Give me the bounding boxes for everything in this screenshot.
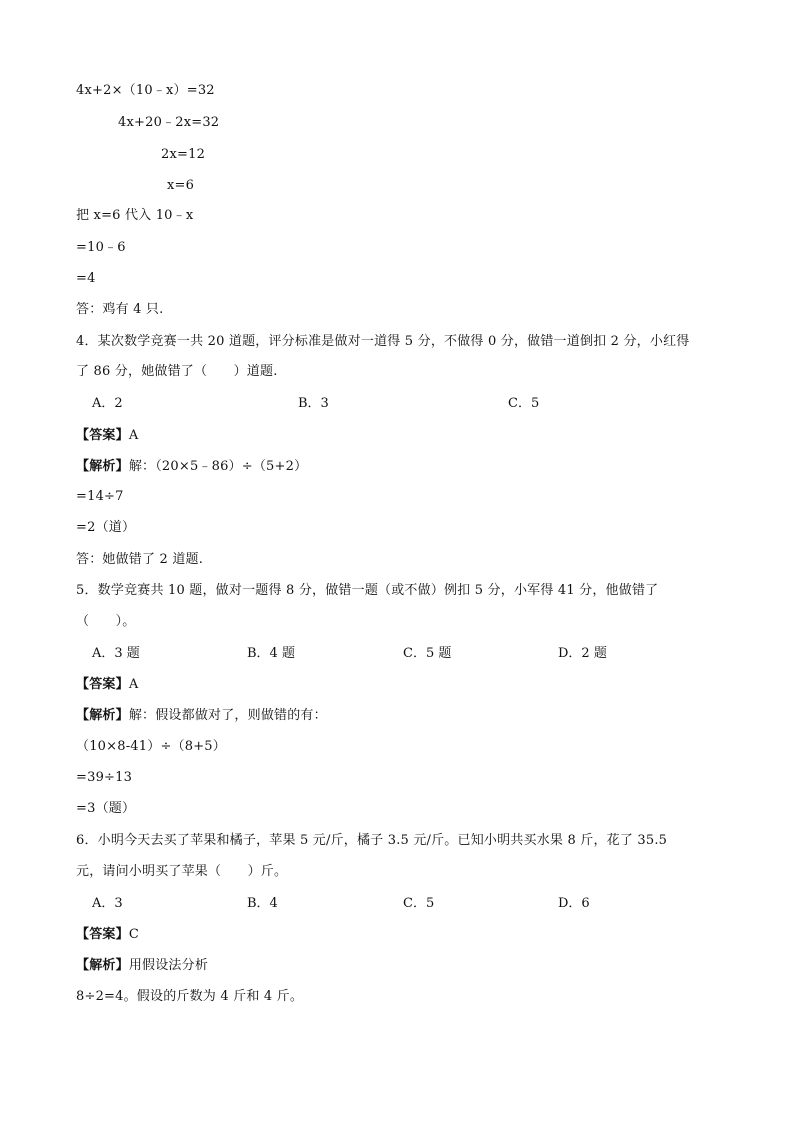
analysis-tag: 【解析】 [76,459,129,474]
question-5-option-b: B．4 题 [247,646,295,661]
question-5-stem-line-2: （ ）。 [76,614,136,629]
question-6-calc-line-1: 8÷2=4。假设的斤数为 4 斤和 4 斤。 [76,989,304,1004]
question-6-option-c: C．5 [403,896,435,911]
question-4-option-a: A．2 [92,396,123,411]
calc-line-1: =10﹣6 [76,240,126,255]
analysis-text: 解：（20×5﹣86）÷（5+2） [128,459,308,474]
question-5-option-d: D．2 题 [558,646,607,661]
answer-tag: 【答案】 [76,927,129,942]
question-4-conclusion: 答：她做错了 2 道题. [76,552,204,567]
question-4-calc-line-2: =2（道） [76,520,136,535]
equation-line-2: 4x+20﹣2x=32 [118,115,220,130]
question-4-stem-line-2: 了 86 分，她做错了（ ）道题. [76,364,278,379]
question-6-option-a: A．3 [92,896,123,911]
answer-value: A [128,428,139,443]
equation-line-3: 2x=12 [161,147,206,162]
answer-line: 答：鸡有 4 只. [76,302,164,317]
question-4-option-c: C．5 [508,396,540,411]
question-6-stem-line-2: 元，请问小明买了苹果（ ）斤。 [76,864,288,879]
question-5-calc-line-1: =39÷13 [76,770,133,785]
analysis-text: 用假设法分析 [128,958,209,973]
question-4-answer [76,428,138,444]
question-5-option-c: C．5 题 [403,646,452,661]
question-5-option-a: A．3 题 [92,646,140,661]
question-6-option-d: D．6 [558,896,590,911]
question-5-calc-line-2: =3（题） [76,801,136,816]
analysis-tag: 【解析】 [76,958,129,973]
answer-value: A [128,677,139,692]
equation-line-1: 4x+2×（10﹣x）=32 [76,83,215,98]
answer-value: C [128,927,139,942]
question-4-analysis [76,459,307,475]
answer-tag: 【答案】 [76,677,129,692]
question-5-analysis [76,708,327,724]
question-6-answer [76,927,139,943]
analysis-tag: 【解析】 [76,708,129,723]
question-4-calc-line-1: =14÷7 [76,489,124,504]
question-5-calc-line-0: （10×8-41）÷（8+5） [76,739,226,754]
question-5-answer [76,677,138,693]
answer-tag: 【答案】 [76,428,129,443]
equation-line-4: x=6 [167,178,195,193]
question-4-option-b: B．3 [298,396,329,411]
question-6-option-b: B．4 [247,896,278,911]
question-6-analysis [76,958,208,974]
analysis-text: 解：假设都做对了，则做错的有： [128,708,327,723]
question-5-stem-line-1: 5．数学竞赛共 10 题，做对一题得 8 分，做错一题（或不做）例扣 5 分，小军得 41 分，他做错了 [76,583,659,598]
question-4-stem-line-1: 4．某次数学竞赛一共 20 道题，评分标准是做对一道得 5 分，不做得 0 分，做错一道倒扣 2 分，小红得 [76,334,690,349]
substitution-line: 把 x=6 代入 10﹣x [76,208,194,223]
calc-line-2: =4 [76,271,96,286]
question-6-stem-line-1: 6．小明今天去买了苹果和橘子，苹果 5 元/斤，橘子 3.5 元/斤。已知小明共买水果 8 斤，花了 35.5 [76,833,668,848]
